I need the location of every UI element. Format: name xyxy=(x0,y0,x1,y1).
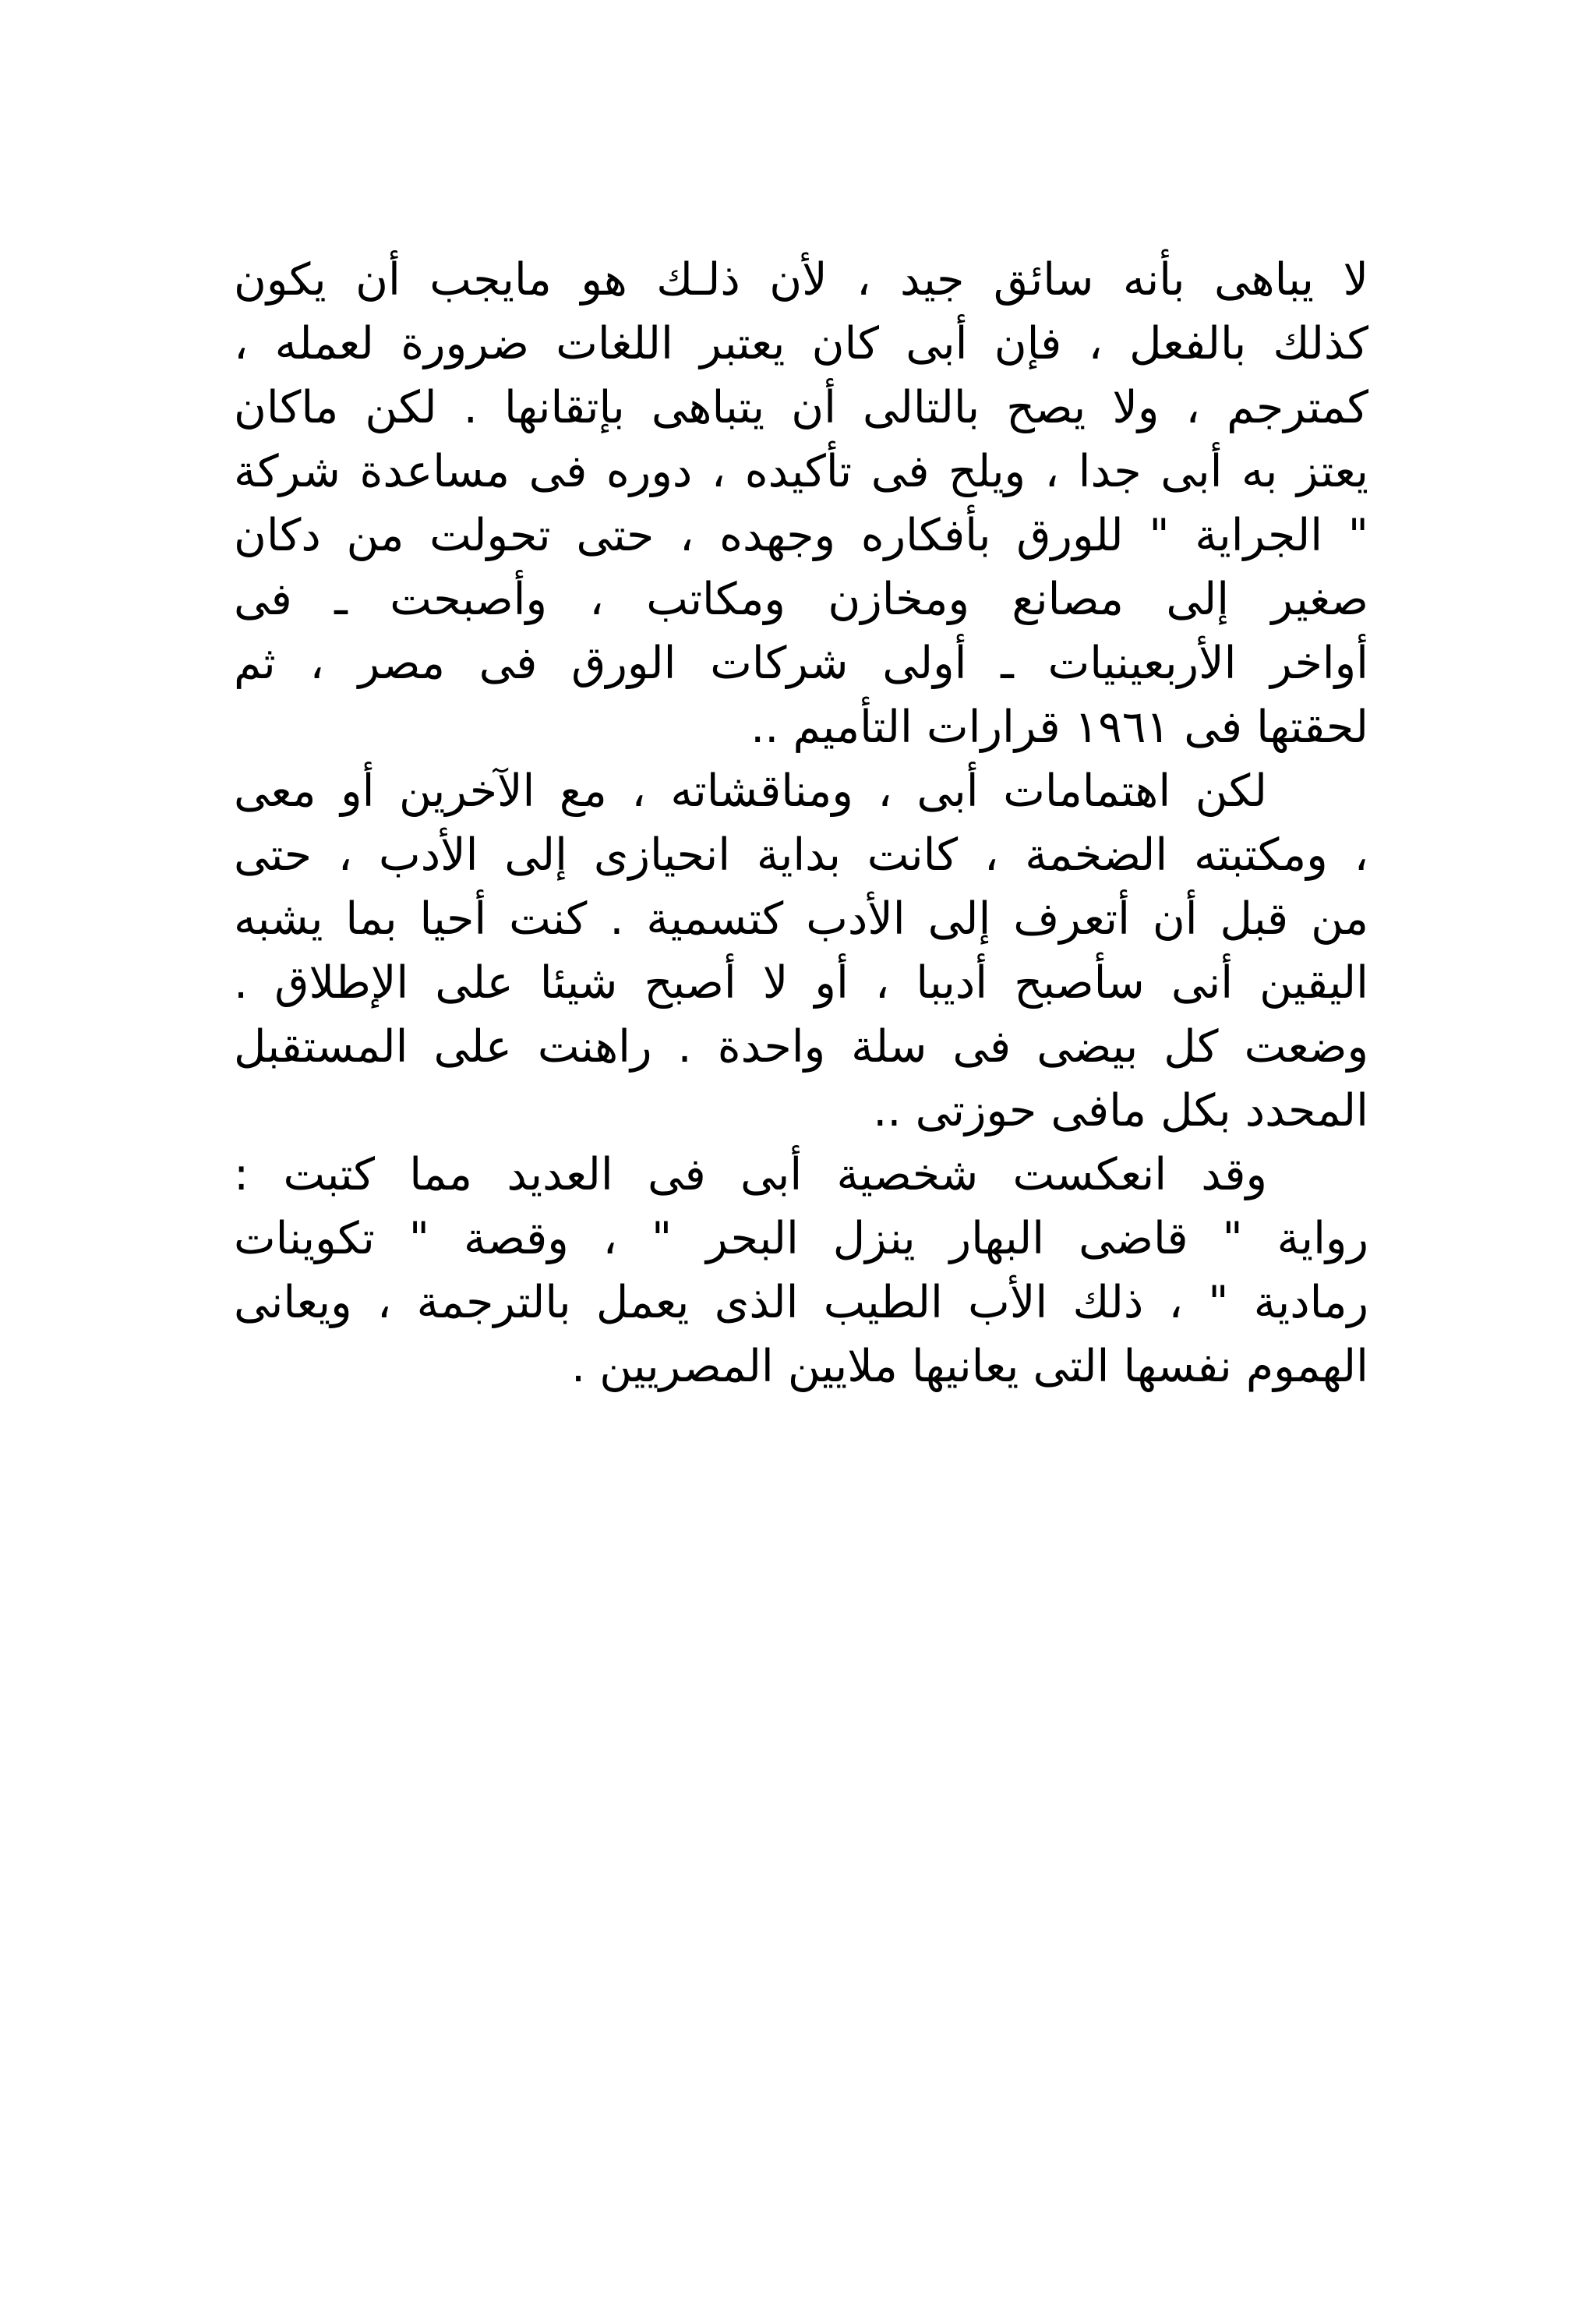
body-text xyxy=(234,248,1368,1398)
text-line: لحقتها فى ١٩٦١ قرارات التأميم .. xyxy=(750,702,1368,753)
text-line: رواية " قاضى البهار ينزل البحر " ، وقصة " تكوينات xyxy=(234,1213,1368,1264)
paragraph-3 xyxy=(234,1143,1368,1398)
paragraph-2 xyxy=(234,759,1368,1143)
text-line: ، ومكتبته الضخمة ، كانت بداية انحيازى إلى الأدب ، حتى xyxy=(234,829,1368,881)
text-line: وضعت كل بيضى فى سلة واحدة . راهنت على المستقبل xyxy=(234,1021,1368,1073)
text-line: اليقين أنى سأصبح أديبا ، أو لا أصبح شيئا على الإطلاق . xyxy=(234,957,1368,1009)
paragraph-1 xyxy=(234,248,1368,759)
text-line: المحدد بكل مافى حوزتى .. xyxy=(873,1085,1368,1137)
text-line: يعتز به أبى جدا ، ويلح فى تأكيده ، دوره فى مساعدة شركة xyxy=(234,446,1368,497)
text-line: وقد انعكست شخصية أبى فى العديد مما كتبت : xyxy=(234,1149,1267,1200)
text-line: لا يباهى بأنه سائق جيد ، لأن ذلـك هو مايجب أن يكون xyxy=(234,254,1368,306)
text-line: كمترجم ، ولا يصح بالتالى أن يتباهى بإتقانها . لكن ماكان xyxy=(234,382,1368,433)
text-line: " الجراية " للورق بأفكاره وجهده ، حتى تحولت من دكان xyxy=(234,510,1368,561)
text-line: رمادية " ، ذلك الأب الطيب الذى يعمل بالترجمة ، ويعانى xyxy=(234,1277,1368,1328)
text-line: لكن اهتمامات أبى ، ومناقشاته ، مع الآخرين أو معى xyxy=(234,765,1267,817)
text-line: من قبل أن أتعرف إلى الأدب كتسمية . كنت أحيا بما يشبه xyxy=(234,893,1368,945)
text-line: أواخر الأربعينيات ـ أولى شركات الورق فى مصر ، ثم xyxy=(234,638,1368,689)
text-line: كذلك بالفعل ، فإن أبى كان يعتبر اللغات ضرورة لعمله ، xyxy=(234,318,1368,369)
text-line: صغير إلى مصانع ومخازن ومكاتب ، وأصبحت ـ فى xyxy=(234,574,1368,625)
text-line: الهموم نفسها التى يعانيها ملايين المصريين . xyxy=(570,1341,1368,1392)
